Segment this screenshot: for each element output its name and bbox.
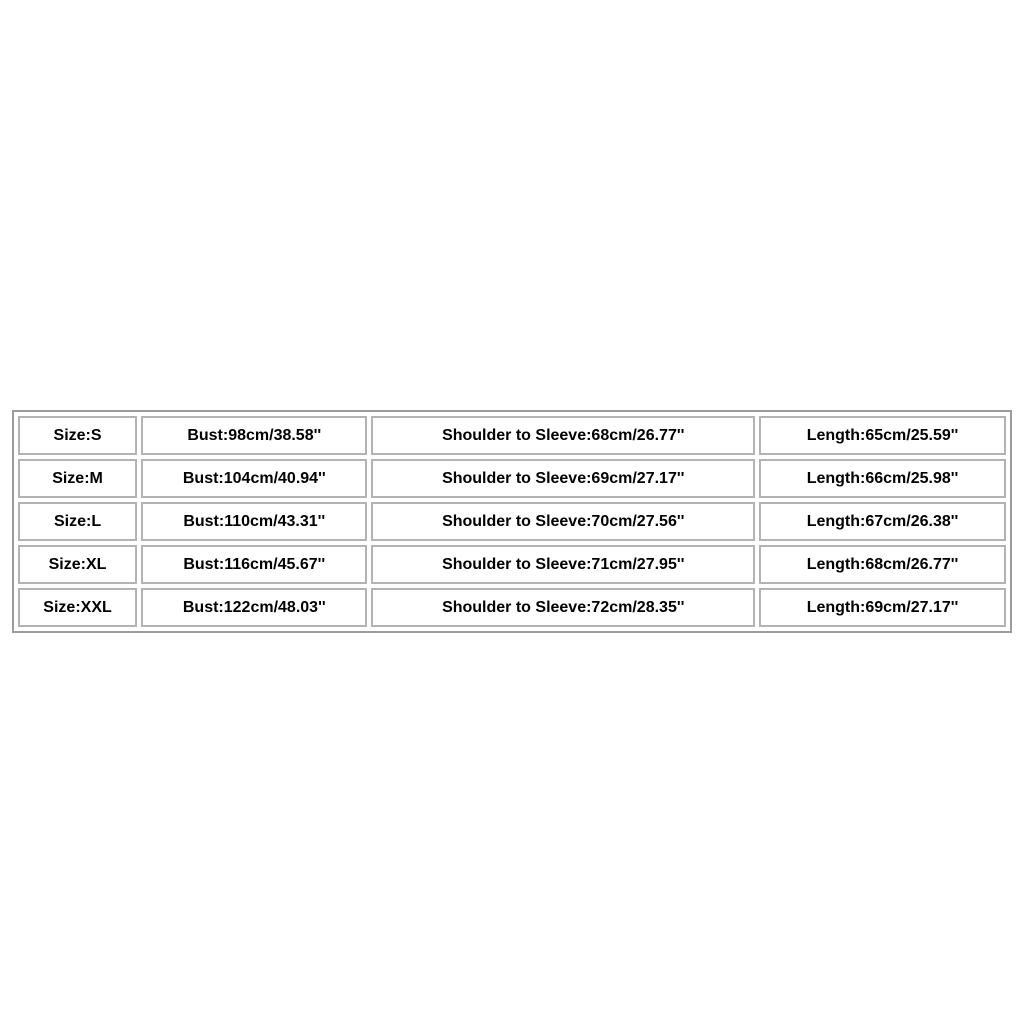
table-row-size-xl [18,545,1006,584]
size-cell: Size:M [18,459,137,498]
bust-cell: Bust:122cm/48.03'' [141,588,367,627]
sleeve-cell: Shoulder to Sleeve:71cm/27.95'' [371,545,755,584]
bust-cell: Bust:116cm/45.67'' [141,545,367,584]
table-row-size-xxl [18,588,1006,627]
size-cell: Size:XXL [18,588,137,627]
bust-cell: Bust:98cm/38.58'' [141,416,367,455]
table-row-size-s [18,416,1006,455]
sleeve-cell: Shoulder to Sleeve:68cm/26.77'' [371,416,755,455]
size-cell: Size:XL [18,545,137,584]
bust-cell: Bust:110cm/43.31'' [141,502,367,541]
table-row-size-l [18,502,1006,541]
length-cell: Length:66cm/25.98'' [759,459,1006,498]
size-chart-table [12,410,1012,633]
length-cell: Length:67cm/26.38'' [759,502,1006,541]
size-cell: Size:S [18,416,137,455]
length-cell: Length:69cm/27.17'' [759,588,1006,627]
length-cell: Length:68cm/26.77'' [759,545,1006,584]
sleeve-cell: Shoulder to Sleeve:70cm/27.56'' [371,502,755,541]
table-row-size-m [18,459,1006,498]
sleeve-cell: Shoulder to Sleeve:69cm/27.17'' [371,459,755,498]
size-cell: Size:L [18,502,137,541]
length-cell: Length:65cm/25.59'' [759,416,1006,455]
sleeve-cell: Shoulder to Sleeve:72cm/28.35'' [371,588,755,627]
bust-cell: Bust:104cm/40.94'' [141,459,367,498]
